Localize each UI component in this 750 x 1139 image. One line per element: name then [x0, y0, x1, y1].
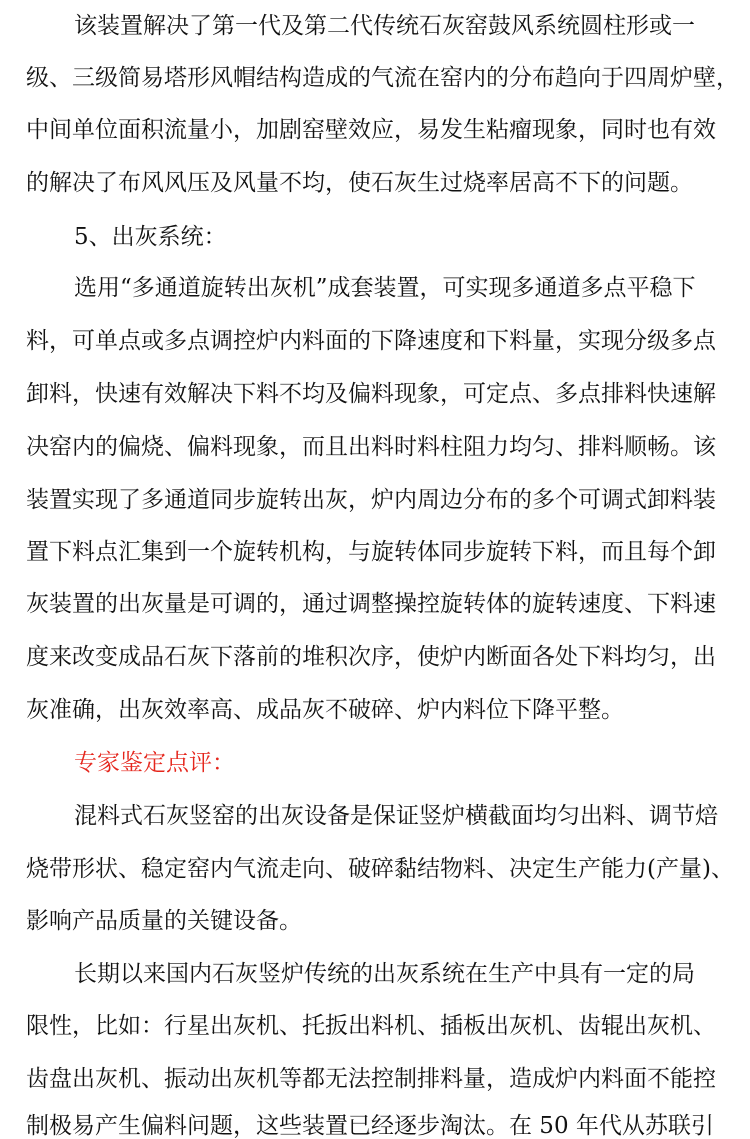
section-heading-outlet-system: 5、出灰系统：	[74, 224, 227, 250]
paragraph-2-line-5: 装置实现了多通道同步旋转出灰，炉内周边分布的多个可调式卸料装	[26, 487, 716, 513]
paragraph-2-line-4: 决窑内的偏烧、偏料现象，而且出料时料柱阻力均匀、排料顺畅。该	[26, 434, 716, 460]
paragraph-3-line-3: 影响产品质量的关键设备。	[26, 908, 302, 934]
paragraph-4-line-4: 制极易产生偏料问题，这些装置已经逐步淘汰。在 50 年代从苏联引	[26, 1113, 714, 1139]
paragraph-2-line-3: 卸料，快速有效解决下料不均及偏料现象，可定点、多点排料快速解	[26, 381, 716, 407]
paragraph-1-line-3: 中间单位面积流量小，加剧窑壁效应，易发生粘瘤现象，同时也有效	[26, 117, 716, 143]
paragraph-2-line-9: 灰准确，出灰效率高、成品灰不破碎、炉内料位下降平整。	[26, 697, 624, 723]
paragraph-2-line-6: 置下料点汇集到一个旋转机构，与旋转体同步旋转下料，而且每个卸	[26, 539, 716, 565]
paragraph-1-line-4: 的解决了布风风压及风量不均，使石灰生过烧率居高不下的问题。	[26, 170, 693, 196]
paragraph-2-line-2: 料，可单点或多点调控炉内料面的下降速度和下料量，实现分级多点	[26, 328, 716, 354]
paragraph-3-line-2: 烧带形状、稳定窑内气流走向、破碎黏结物料、决定生产能力(产量)、	[26, 856, 734, 882]
paragraph-2-line-1: 选用“多通道旋转出灰机”成套装置，可实现多通道多点平稳下	[74, 275, 696, 301]
paragraph-2-line-7: 灰装置的出灰量是可调的，通过调整操控旋转体的旋转速度、下料速	[26, 591, 716, 617]
paragraph-1-line-1: 该装置解决了第一代及第二代传统石灰窑鼓风系统圆柱形或一	[74, 13, 695, 39]
paragraph-2-line-8: 度来改变成品石灰下落前的堆积次序，使炉内断面各处下料均匀，出	[26, 644, 716, 670]
expert-review-heading: 专家鉴定点评：	[74, 750, 235, 776]
paragraph-4-line-1: 长期以来国内石灰竖炉传统的出灰系统在生产中具有一定的局	[74, 961, 695, 987]
paragraph-4-line-3: 齿盘出灰机、振动出灰机等都无法控制排料量，造成炉内料面不能控	[26, 1066, 716, 1092]
paragraph-4-line-2: 限性，比如：行星出灰机、托扳出料机、插板出灰机、齿辊出灰机、	[26, 1013, 716, 1039]
paragraph-1-line-2: 级、三级简易塔形风帽结构造成的气流在窑内的分布趋向于四周炉壁，	[26, 65, 739, 91]
paragraph-3-line-1: 混料式石灰竖窑的出灰设备是保证竖炉横截面均匀出料、调节焙	[74, 803, 718, 829]
